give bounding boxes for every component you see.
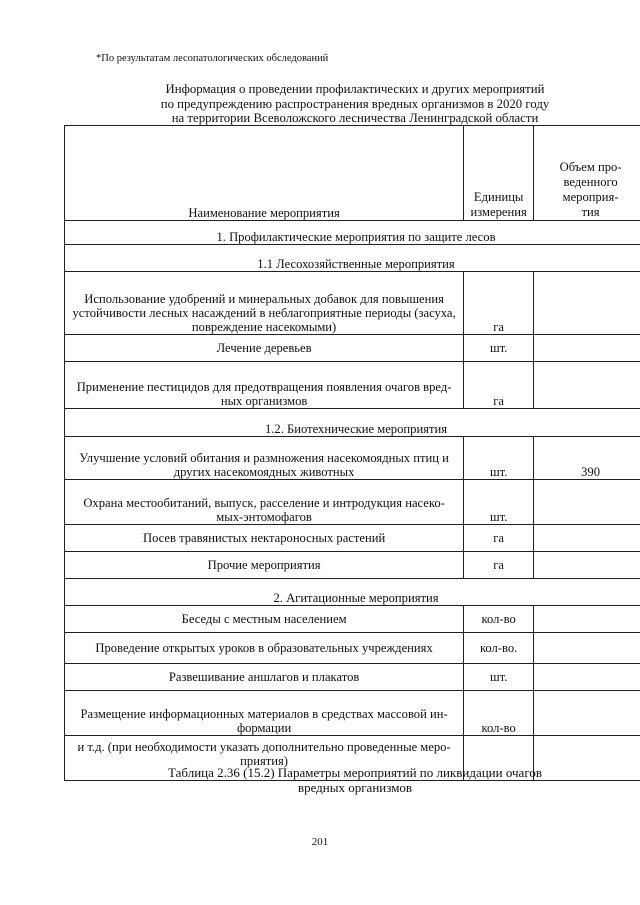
measure-name-line: Размещение информационных материалов в средствах массовой ин- (80, 707, 448, 721)
measure-value (534, 633, 640, 664)
header-row (65, 126, 640, 221)
measure-name (65, 272, 464, 335)
measure-name-line: устойчивости лесных насаждений в неблагоприятные периоды (засуха, (72, 306, 456, 320)
measure-unit: га (464, 552, 534, 579)
measure-name (65, 480, 464, 525)
measure-name: Развешивание аншлагов и плакатов (65, 664, 464, 691)
measures-table (64, 125, 640, 781)
measure-unit: шт. (464, 437, 534, 480)
measure-name-line: других насекомоядных животных (173, 465, 355, 479)
header-unit-line: Единицы (473, 190, 524, 204)
header-volume-line: веденного (563, 175, 618, 189)
measure-name-line: повреждение насекомыми) (191, 320, 337, 334)
measure-value (534, 335, 640, 362)
footnote: *По результатам лесопатологических обследований (96, 53, 329, 64)
measure-name-line: формации (236, 721, 292, 735)
section-heading: 2. Агитационные мероприятия (65, 579, 640, 606)
measure-name: Проведение открытых уроков в образовательных учреждениях (65, 633, 464, 664)
caption-line: Таблица 2.36 (15.2) Параметры мероприятий по ликвидации очагов (168, 765, 542, 780)
measure-unit: шт. (464, 480, 534, 525)
section-heading: 1. Профилактические мероприятия по защите лесов (65, 221, 640, 245)
header-volume-line: Объем про- (559, 160, 622, 174)
measure-name-line: ных организмов (220, 394, 308, 408)
measure-name-line: Использование удобрений и минеральных добавок для повышения (84, 292, 444, 306)
subsection-heading: 1.1 Лесохозяйственные мероприятия (65, 245, 640, 272)
title-line: по предупреждению распространения вредных организмов в 2020 году (160, 96, 550, 111)
table-title (60, 82, 640, 126)
measure-name: Лечение деревьев (65, 335, 464, 362)
measure-name-line: Улучшение условий обитания и размножения насекомоядных птиц и (79, 451, 449, 465)
measure-name-line: и т.д. (при необходимости указать дополнительно проведенные меро- (77, 740, 451, 754)
measure-value (534, 691, 640, 736)
measure-name: Прочие мероприятия (65, 552, 464, 579)
measure-name-line: приятия) (240, 754, 288, 768)
table-row (65, 272, 640, 335)
measure-value (534, 480, 640, 525)
table-row (65, 335, 640, 362)
table-row (65, 664, 640, 691)
measure-name (65, 691, 464, 736)
measure-value (534, 272, 640, 335)
measure-unit: кол-во. (464, 633, 534, 664)
measure-value (534, 362, 640, 409)
measure-unit: га (464, 362, 534, 409)
measure-name-line: Охрана местообитаний, выпуск, расселение и интродукция насеко- (83, 496, 445, 510)
header-unit (464, 126, 534, 221)
measure-unit: шт. (464, 335, 534, 362)
caption-line: вредных организмов (297, 780, 413, 795)
header-volume-line: мероприя- (562, 190, 619, 204)
table-row (65, 633, 640, 664)
measure-name (65, 437, 464, 480)
measure-unit: га (464, 272, 534, 335)
header-volume-line: тия (581, 205, 600, 219)
measure-unit: кол-во (464, 691, 534, 736)
measure-value (534, 606, 640, 633)
measure-name (65, 362, 464, 409)
section-row (65, 579, 640, 606)
table-row (65, 362, 640, 409)
page-number: 201 (311, 836, 329, 848)
measure-name: Посев травянистых нектароносных растений (65, 525, 464, 552)
measure-unit: га (464, 525, 534, 552)
measure-value (534, 525, 640, 552)
table-row (65, 552, 640, 579)
measure-value: 390 (534, 437, 640, 480)
measure-unit: шт. (464, 664, 534, 691)
header-unit-line: измерения (470, 205, 527, 219)
table-row (65, 480, 640, 525)
subsection-heading: 1.2. Биотехнические мероприятия (65, 409, 640, 437)
header-volume (534, 126, 640, 221)
next-table-caption (60, 765, 640, 795)
table-row (65, 437, 640, 480)
measure-value (534, 664, 640, 691)
measure-unit: кол-во (464, 606, 534, 633)
table-row (65, 691, 640, 736)
measure-value (534, 552, 640, 579)
title-line: Информация о проведении профилактических и других мероприятий (165, 82, 545, 96)
table-row (65, 606, 640, 633)
title-line: на территории Всеволожского лесничества Ленинградской области (171, 111, 539, 125)
measure-name: Беседы с местным населением (65, 606, 464, 633)
measure-name-line: мых-энтомофагов (216, 510, 312, 524)
header-name: Наименование мероприятия (65, 126, 464, 221)
section-row (65, 221, 640, 245)
table-row (65, 525, 640, 552)
section-row (65, 409, 640, 437)
section-row (65, 245, 640, 272)
measure-name-line: Применение пестицидов для предотвращения появления очагов вред- (76, 380, 452, 394)
